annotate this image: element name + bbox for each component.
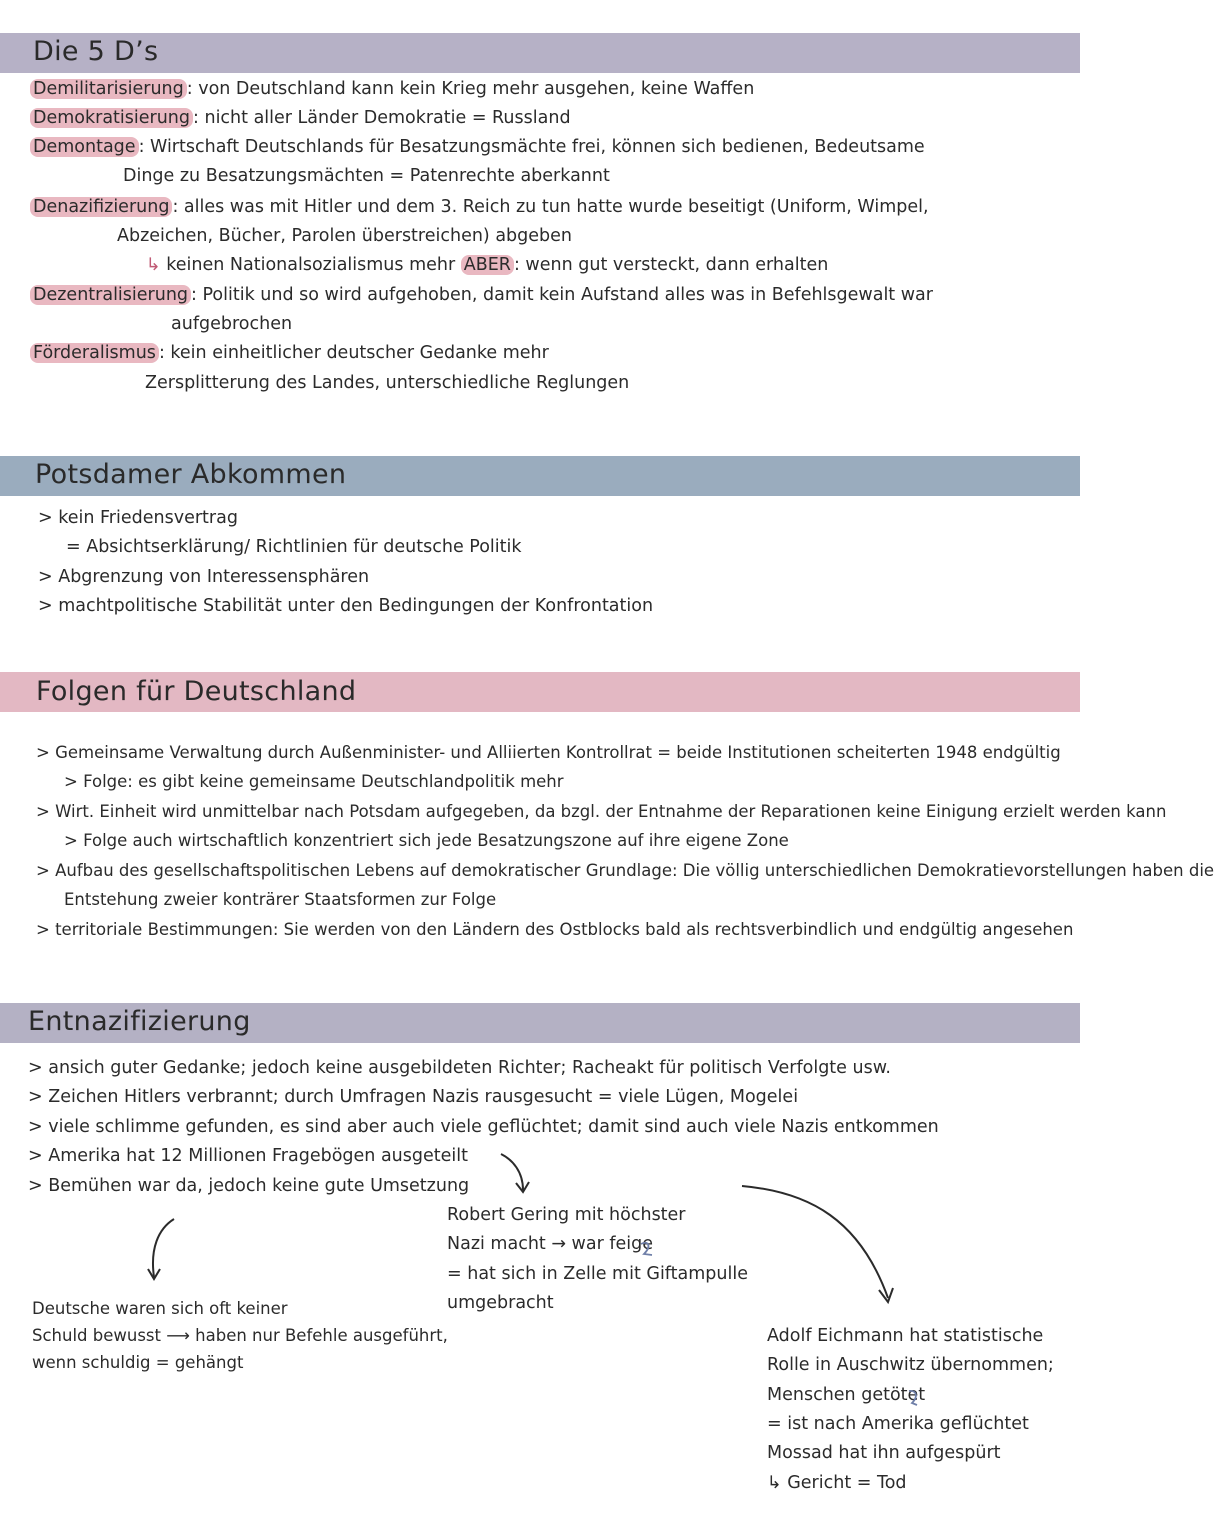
def-denazifizierung-sub: ↳ keinen Nationalsozialismus mehr ABER : wenn gut versteckt, dann erhalten [146, 255, 829, 275]
list-item: > Bemühen war da, jedoch keine gute Umsetzung [28, 1176, 470, 1196]
def-demokratisierung: Demokratisierung : nicht aller Länder Demokratie = Russland [33, 107, 571, 129]
list-item: > Abgrenzung von Interessensphären [38, 567, 370, 587]
def-denazifizierung-cont: Abzeichen, Bücher, Parolen überstreichen) abgeben [117, 226, 572, 246]
note-right-line: ↳ Gericht = Tod [767, 1473, 907, 1493]
section-title-folgen: Folgen für Deutschland [36, 676, 357, 707]
list-item: > machtpolitische Stabilität unter den Bedingungen der Konfrontation [38, 596, 654, 616]
list-item: > territoriale Bestimmungen: Sie werden von den Ländern des Ostblocks bald als rechtsverbindlich und endgültig angesehen [36, 920, 1074, 939]
term-demokratisierung: Demokratisierung [30, 108, 193, 128]
list-item: > Wirt. Einheit wird unmittelbar nach Potsdam aufgegeben, da bzgl. der Entnahme der Reparationen keine Einigung erzielt werden kann [36, 802, 1167, 821]
def-demontage: Demontage : Wirtschaft Deutschlands für Besatzungsmächte frei, können sich bedienen, Bedeutsame [33, 136, 925, 158]
note-mid-line: umgebracht [447, 1293, 554, 1313]
def-dezentralisierung: Dezentralisierung : Politik und so wird aufgehoben, damit kein Aufstand alles was in Befehlsgewalt war [33, 284, 933, 306]
note-left-line: Deutsche waren sich oft keiner [32, 1299, 288, 1318]
def-denazifizierung: Denazifizierung : alles was mit Hitler und dem 3. Reich zu tun hatte wurde beseitigt (Uniform, Wimpel, [33, 196, 929, 218]
section-title-entnazifizierung: Entnazifizierung [28, 1006, 251, 1037]
aber-highlight: ABER [461, 255, 514, 275]
note-mid-line: Robert Gering mit höchster [447, 1205, 686, 1225]
note-right-line: = ist nach Amerika geflüchtet [767, 1414, 1029, 1434]
term-demilitarisierung: Demilitarisierung [30, 79, 187, 99]
note-left-line: wenn schuldig = gehängt [32, 1353, 244, 1372]
list-item: > viele schlimme gefunden, es sind aber auch viele geflüchtet; damit sind auch viele Nazis entkommen [28, 1117, 939, 1137]
squiggle-arrow-icon [638, 1240, 656, 1260]
section-title-potsdamer-abkommen: Potsdamer Abkommen [35, 459, 347, 490]
def-dezentralisierung-cont: aufgebrochen [171, 314, 293, 334]
hook-arrow-icon: ↳ [146, 255, 161, 275]
list-item: > Folge: es gibt keine gemeinsame Deutschlandpolitik mehr [64, 772, 564, 791]
def-foederalismus: Förderalismus : kein einheitlicher deutscher Gedanke mehr [33, 342, 549, 364]
list-item: Entstehung zweier konträrer Staatsformen zur Folge [64, 890, 497, 909]
note-left-line: Schuld bewusst ⟶ haben nur Befehle ausgeführt, [32, 1326, 448, 1345]
note-right-line: Adolf Eichmann hat statistische [767, 1326, 1044, 1346]
note-mid-line: = hat sich in Zelle mit Giftampulle [447, 1264, 748, 1284]
list-item: > Aufbau des gesellschaftspolitischen Lebens auf demokratischer Grundlage: Die völlig unterschiedlichen Demokratievorstellungen haben die [36, 861, 1214, 880]
term-foederalismus: Förderalismus [30, 343, 159, 363]
note-right-line: Rolle in Auschwitz übernommen; [767, 1355, 1054, 1375]
arrow-right-icon [740, 1180, 900, 1310]
term-denazifizierung: Denazifizierung [30, 197, 172, 217]
squiggle-arrow-icon [905, 1388, 923, 1410]
term-demontage: Demontage [30, 137, 139, 157]
def-foederalismus-cont: Zersplitterung des Landes, unterschiedliche Reglungen [145, 373, 630, 393]
note-right-line: Menschen getötet [767, 1385, 926, 1405]
def-demontage-cont: Dinge zu Besatzungsmächten = Patenrechte aberkannt [123, 166, 610, 186]
list-item: > Zeichen Hitlers verbrannt; durch Umfragen Nazis rausgesucht = viele Lügen, Mogelei [28, 1087, 799, 1107]
def-demilitarisierung: Demilitarisierung : von Deutschland kann kein Krieg mehr ausgehen, keine Waffen [33, 78, 754, 100]
term-dezentralisierung: Dezentralisierung [30, 285, 191, 305]
list-item: > ansich guter Gedanke; jedoch keine ausgebildeten Richter; Racheakt für politisch Verfolgte usw. [28, 1058, 891, 1078]
section-title-die-5-ds: Die 5 D’s [33, 36, 159, 67]
arrow-left-icon [140, 1215, 190, 1290]
list-item: > Amerika hat 12 Millionen Fragebögen ausgeteilt [28, 1146, 468, 1166]
note-right-line: Mossad hat ihn aufgespürt [767, 1443, 1001, 1463]
list-item: = Absichtserklärung/ Richtlinien für deutsche Politik [66, 537, 522, 557]
list-item: > Folge auch wirtschaftlich konzentriert sich jede Besatzungszone auf ihre eigene Zone [64, 831, 789, 850]
list-item: > Gemeinsame Verwaltung durch Außenminister- und Alliierten Kontrollrat = beide Institutionen scheiterten 1948 endgültig [36, 743, 1061, 762]
note-mid-line: Nazi macht → war feige [447, 1234, 654, 1254]
section-band-die-5-ds [0, 33, 1080, 73]
arrow-mid-icon [497, 1150, 542, 1200]
list-item: > kein Friedensvertrag [38, 508, 238, 528]
